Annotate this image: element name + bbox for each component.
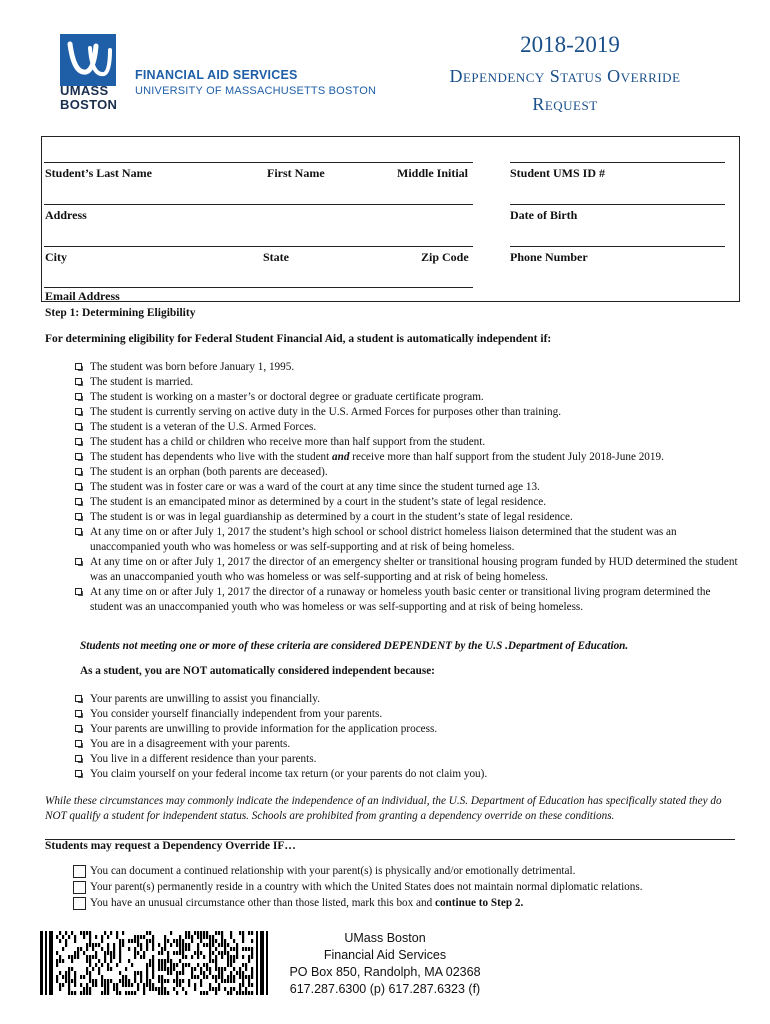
checkbox-icon[interactable] [75, 453, 82, 460]
form-title-line2: Request [532, 94, 598, 114]
criteria-item: The student is an emancipated minor as determined by a court in the student’s state of legal residence. [73, 495, 738, 510]
override-option-3: You have an unusual circumstance other than those listed, mark this box and continue to Step 2. [90, 897, 524, 909]
not-independent-list [73, 692, 733, 782]
override-checkbox-2[interactable] [73, 881, 86, 894]
criteria-item: The student is a veteran of the U.S. Armed Forces. [73, 420, 738, 435]
override-heading: Students may request a Dependency Override IF… [45, 840, 296, 852]
criteria-item: At any time on or after July 1, 2017 the student’s high school or school district homeless liaison determined that the student was an unaccompanied youth who was homeless or was self-supporting and at risk of being homeless. [73, 525, 738, 555]
checkbox-icon[interactable] [75, 438, 82, 445]
not-independent-item: You claim yourself on your federal income tax return (or your parents do not claim you). [73, 767, 733, 782]
checkbox-icon[interactable] [75, 558, 82, 565]
middle-initial-label: Middle Initial [397, 166, 469, 180]
checkbox-icon[interactable] [75, 498, 82, 505]
city-label: City [45, 250, 67, 264]
override-checkbox-1[interactable] [73, 865, 86, 878]
checkbox-icon[interactable] [75, 740, 82, 747]
form-title [400, 62, 730, 118]
criteria-item: At any time on or after July 1, 2017 the director of an emergency shelter or transitional housing program funded by HUD determined the student was an unaccompanied youth who was homeless or was self-supporting and at risk of being homeless. [73, 555, 738, 585]
dependent-note: Students not meeting one or more of these criteria are considered DEPENDENT by the U.S .Department of Education. [80, 640, 629, 652]
criteria-item: The student was in foster care or was a ward of the court at any time since the student turned age 13. [73, 480, 738, 495]
logo-line-boston: BOSTON [60, 97, 118, 112]
not-independent-item: You consider yourself financially independent from your parents. [73, 707, 733, 722]
circumstances-note: While these circumstances may commonly indicate the independence of an individual, the U.S. Department of Education has specifically stated they do NOT qualify a student for independent status. Schools are prohibited from granting a dependency override on these conditions. [45, 795, 722, 822]
criteria-item: The student was born before January 1, 1995. [73, 360, 738, 375]
zip-label: Zip Code [421, 250, 469, 264]
checkbox-icon[interactable] [75, 393, 82, 400]
address-line-3: PO Box 850, Randolph, MA 02368 [289, 965, 481, 979]
address-label: Address [45, 208, 87, 222]
not-independent-item: Your parents are unwilling to provide information for the application process. [73, 722, 733, 737]
criteria-item: The student is currently serving on active duty in the U.S. Armed Forces for purposes other than training. [73, 405, 738, 420]
phone-field-line[interactable] [510, 246, 725, 247]
dob-field-line[interactable] [510, 204, 725, 205]
org-university: UNIVERSITY OF MASSACHUSETTS BOSTON [135, 85, 377, 97]
criteria-item: The student is an orphan (both parents are deceased). [73, 465, 738, 480]
last-name-label: Student’s Last Name [45, 166, 152, 180]
criteria-item: The student is married. [73, 375, 738, 390]
checkbox-icon[interactable] [75, 710, 82, 717]
city-state-zip-field-line[interactable] [44, 246, 473, 247]
criteria-item: At any time on or after July 1, 2017 the director of a runaway or homeless youth basic center or transitional living program determined the student was an unaccompanied youth who was homeless or was self-supporting and at risk of being homeless. [73, 585, 738, 615]
email-field-line[interactable] [44, 287, 473, 288]
umass-boston-logo-text [60, 84, 117, 112]
student-info-box [41, 136, 740, 302]
state-label: State [263, 250, 289, 264]
step1-intro: For determining eligibility for Federal Student Financial Aid, a student is automatically independent if: [45, 333, 552, 345]
logo-line-umass: UMASS [60, 83, 109, 98]
override-option-1: You can document a continued relationship with your parent(s) is physically and/or emotionally detrimental. [90, 865, 576, 877]
criteria-item: The student is working on a master’s or doctoral degree or graduate certificate program. [73, 390, 738, 405]
not-independent-item: Your parents are unwilling to assist you financially. [73, 692, 733, 707]
name-field-line[interactable] [44, 162, 473, 163]
address-line-2: Financial Aid Services [323, 948, 447, 962]
checkbox-icon[interactable] [75, 770, 82, 777]
first-name-label: First Name [267, 166, 325, 180]
criteria-item: The student has a child or children who receive more than half support from the student. [73, 435, 738, 450]
checkbox-icon[interactable] [75, 755, 82, 762]
criteria-item: The student has dependents who live with the student and receive more than half support from the student July 2018-June 2019. [73, 450, 738, 465]
form-year: 2018-2019 [520, 32, 620, 57]
checkbox-icon[interactable] [75, 483, 82, 490]
checkbox-icon[interactable] [75, 468, 82, 475]
checkbox-icon[interactable] [75, 378, 82, 385]
independence-criteria-list [73, 360, 738, 615]
address-line-1: UMass Boston [344, 931, 426, 945]
form-title-line1: Dependency Status Override [449, 66, 681, 86]
checkbox-icon[interactable] [75, 513, 82, 520]
ums-id-label: Student UMS ID # [510, 166, 606, 180]
phone-label: Phone Number [510, 250, 588, 264]
checkbox-icon[interactable] [75, 725, 82, 732]
barcode-image [40, 931, 268, 995]
not-independent-heading: As a student, you are NOT automatically considered independent because: [80, 665, 435, 677]
email-label: Email Address [45, 289, 120, 303]
dob-label: Date of Birth [510, 208, 578, 222]
checkbox-icon[interactable] [75, 363, 82, 370]
not-independent-item: You are in a disagreement with your parents. [73, 737, 733, 752]
checkbox-icon[interactable] [75, 528, 82, 535]
step1-heading: Step 1: Determining Eligibility [45, 307, 196, 319]
mailing-address [275, 930, 495, 998]
not-independent-item: You live in a different residence than your parents. [73, 752, 733, 767]
address-field-line[interactable] [44, 204, 473, 205]
umass-logo-mark [60, 34, 116, 86]
checkbox-icon[interactable] [75, 695, 82, 702]
checkbox-icon[interactable] [75, 588, 82, 595]
address-line-4: 617.287.6300 (p) 617.287.6323 (f) [289, 982, 481, 996]
continue-step2-text: continue to Step 2. [434, 897, 524, 909]
checkbox-icon[interactable] [75, 408, 82, 415]
criteria-item: The student is or was in legal guardianship as determined by a court in the student’s state of legal residence. [73, 510, 738, 525]
org-name: FINANCIAL AID SERVICES [135, 68, 298, 82]
override-option-2: Your parent(s) permanently reside in a country with which the United States does not maintain normal diplomatic relations. [90, 881, 643, 893]
ums-id-field-line[interactable] [510, 162, 725, 163]
checkbox-icon[interactable] [75, 423, 82, 430]
override-checkbox-3[interactable] [73, 897, 86, 910]
